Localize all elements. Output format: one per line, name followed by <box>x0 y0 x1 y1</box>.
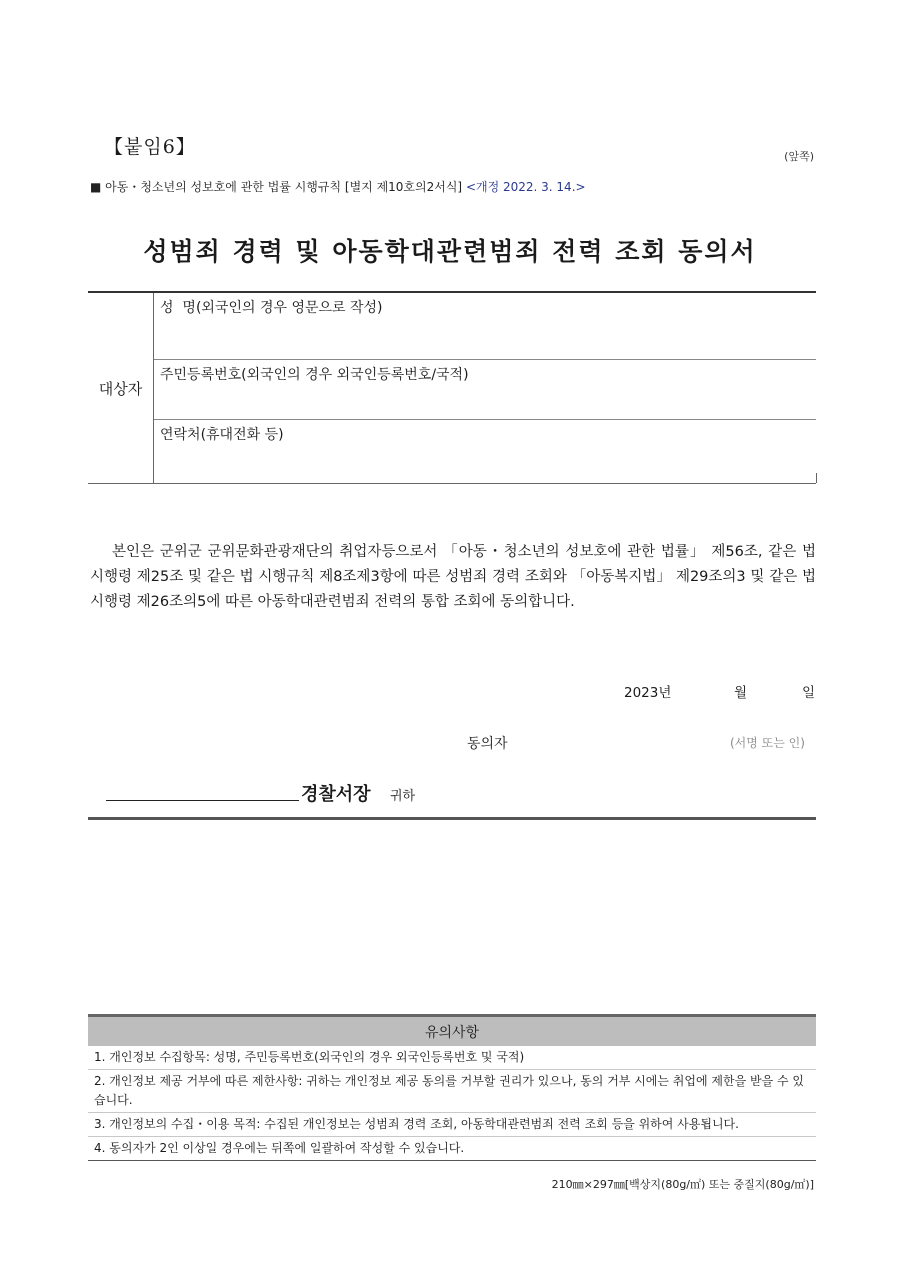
legal-basis <box>90 178 586 195</box>
consenter-label: 동의자 <box>467 736 508 752</box>
notice-title: 유의사항 <box>88 1014 816 1046</box>
date-year: 2023년 <box>624 685 672 701</box>
date-month: 월 <box>734 685 748 701</box>
subject-table <box>88 291 816 484</box>
section-divider <box>88 817 816 820</box>
subject-label: 대상자 <box>88 293 154 483</box>
notice-item: 2. 개인정보 제공 거부에 따른 제한사항: 귀하는 개인정보 제공 동의를 거부할 권리가 있으나, 동의 거부 시에는 취업에 제한을 받을 수 있습니다. <box>88 1070 816 1113</box>
name-field-label: 성 명(외국인의 경우 영문으로 작성) <box>160 300 383 316</box>
notice-item: 3. 개인정보의 수집・이용 목적: 수집된 개인정보는 성범죄 경력 조회, 아동학대관련범죄 전력 조회 등을 위하여 사용됩니다. <box>88 1113 816 1137</box>
signature-field[interactable]: (서명 또는 인) <box>730 736 805 750</box>
notice-section <box>88 1014 816 1161</box>
document-title: 성범죄 경력 및 아동학대관련범죄 전력 조회 동의서 <box>143 237 757 266</box>
recipient-honorific: 귀하 <box>390 789 416 804</box>
revision-date: <개정 2022. 3. 14.> <box>465 180 586 194</box>
name-field[interactable] <box>154 293 816 360</box>
paper-spec: 210㎜×297㎜[백상지(80g/㎡) 또는 중질지(80g/㎡)] <box>551 1178 814 1191</box>
notice-list <box>88 1046 816 1161</box>
contact-field[interactable] <box>154 420 816 482</box>
front-side-label: (앞쪽) <box>784 150 814 163</box>
consent-statement: 본인은 군위군 군위문화관광재단의 취업자등으로서 「아동・청소년의 성보호에 관한 법률」 제56조, 같은 법 시행령 제25조 및 같은 법 시행규칙 제8조제3항에 따른 성범죄 경력 조회와 「아동복지법」 제29조의3 및 같은 법 시행령 제26조의5에 따른 아동학대관련범죄 전력의 통합 조회에 동의합니다. <box>90 544 816 610</box>
police-station-name-field[interactable] <box>106 800 299 801</box>
table-corner-tick <box>816 473 817 483</box>
notice-item: 4. 동의자가 2인 이상일 경우에는 뒤쪽에 일괄하여 작성할 수 있습니다. <box>88 1137 816 1161</box>
attachment-label: 【붙임6】 <box>104 136 196 158</box>
resident-id-field[interactable] <box>154 360 816 420</box>
resident-id-field-label: 주민등록번호(외국인의 경우 외국인등록번호/국적) <box>160 367 469 383</box>
legal-basis-text: ■ 아동・청소년의 성보호에 관한 법률 시행규칙 [별지 제10호의2서식] <box>90 180 463 194</box>
contact-field-label: 연락처(휴대전화 등) <box>160 427 284 443</box>
recipient-office: 경찰서장 <box>301 784 371 805</box>
date-day: 일 <box>802 685 816 701</box>
notice-item: 1. 개인정보 수집항목: 성명, 주민등록번호(외국인의 경우 외국인등록번호 및 국적) <box>88 1046 816 1070</box>
